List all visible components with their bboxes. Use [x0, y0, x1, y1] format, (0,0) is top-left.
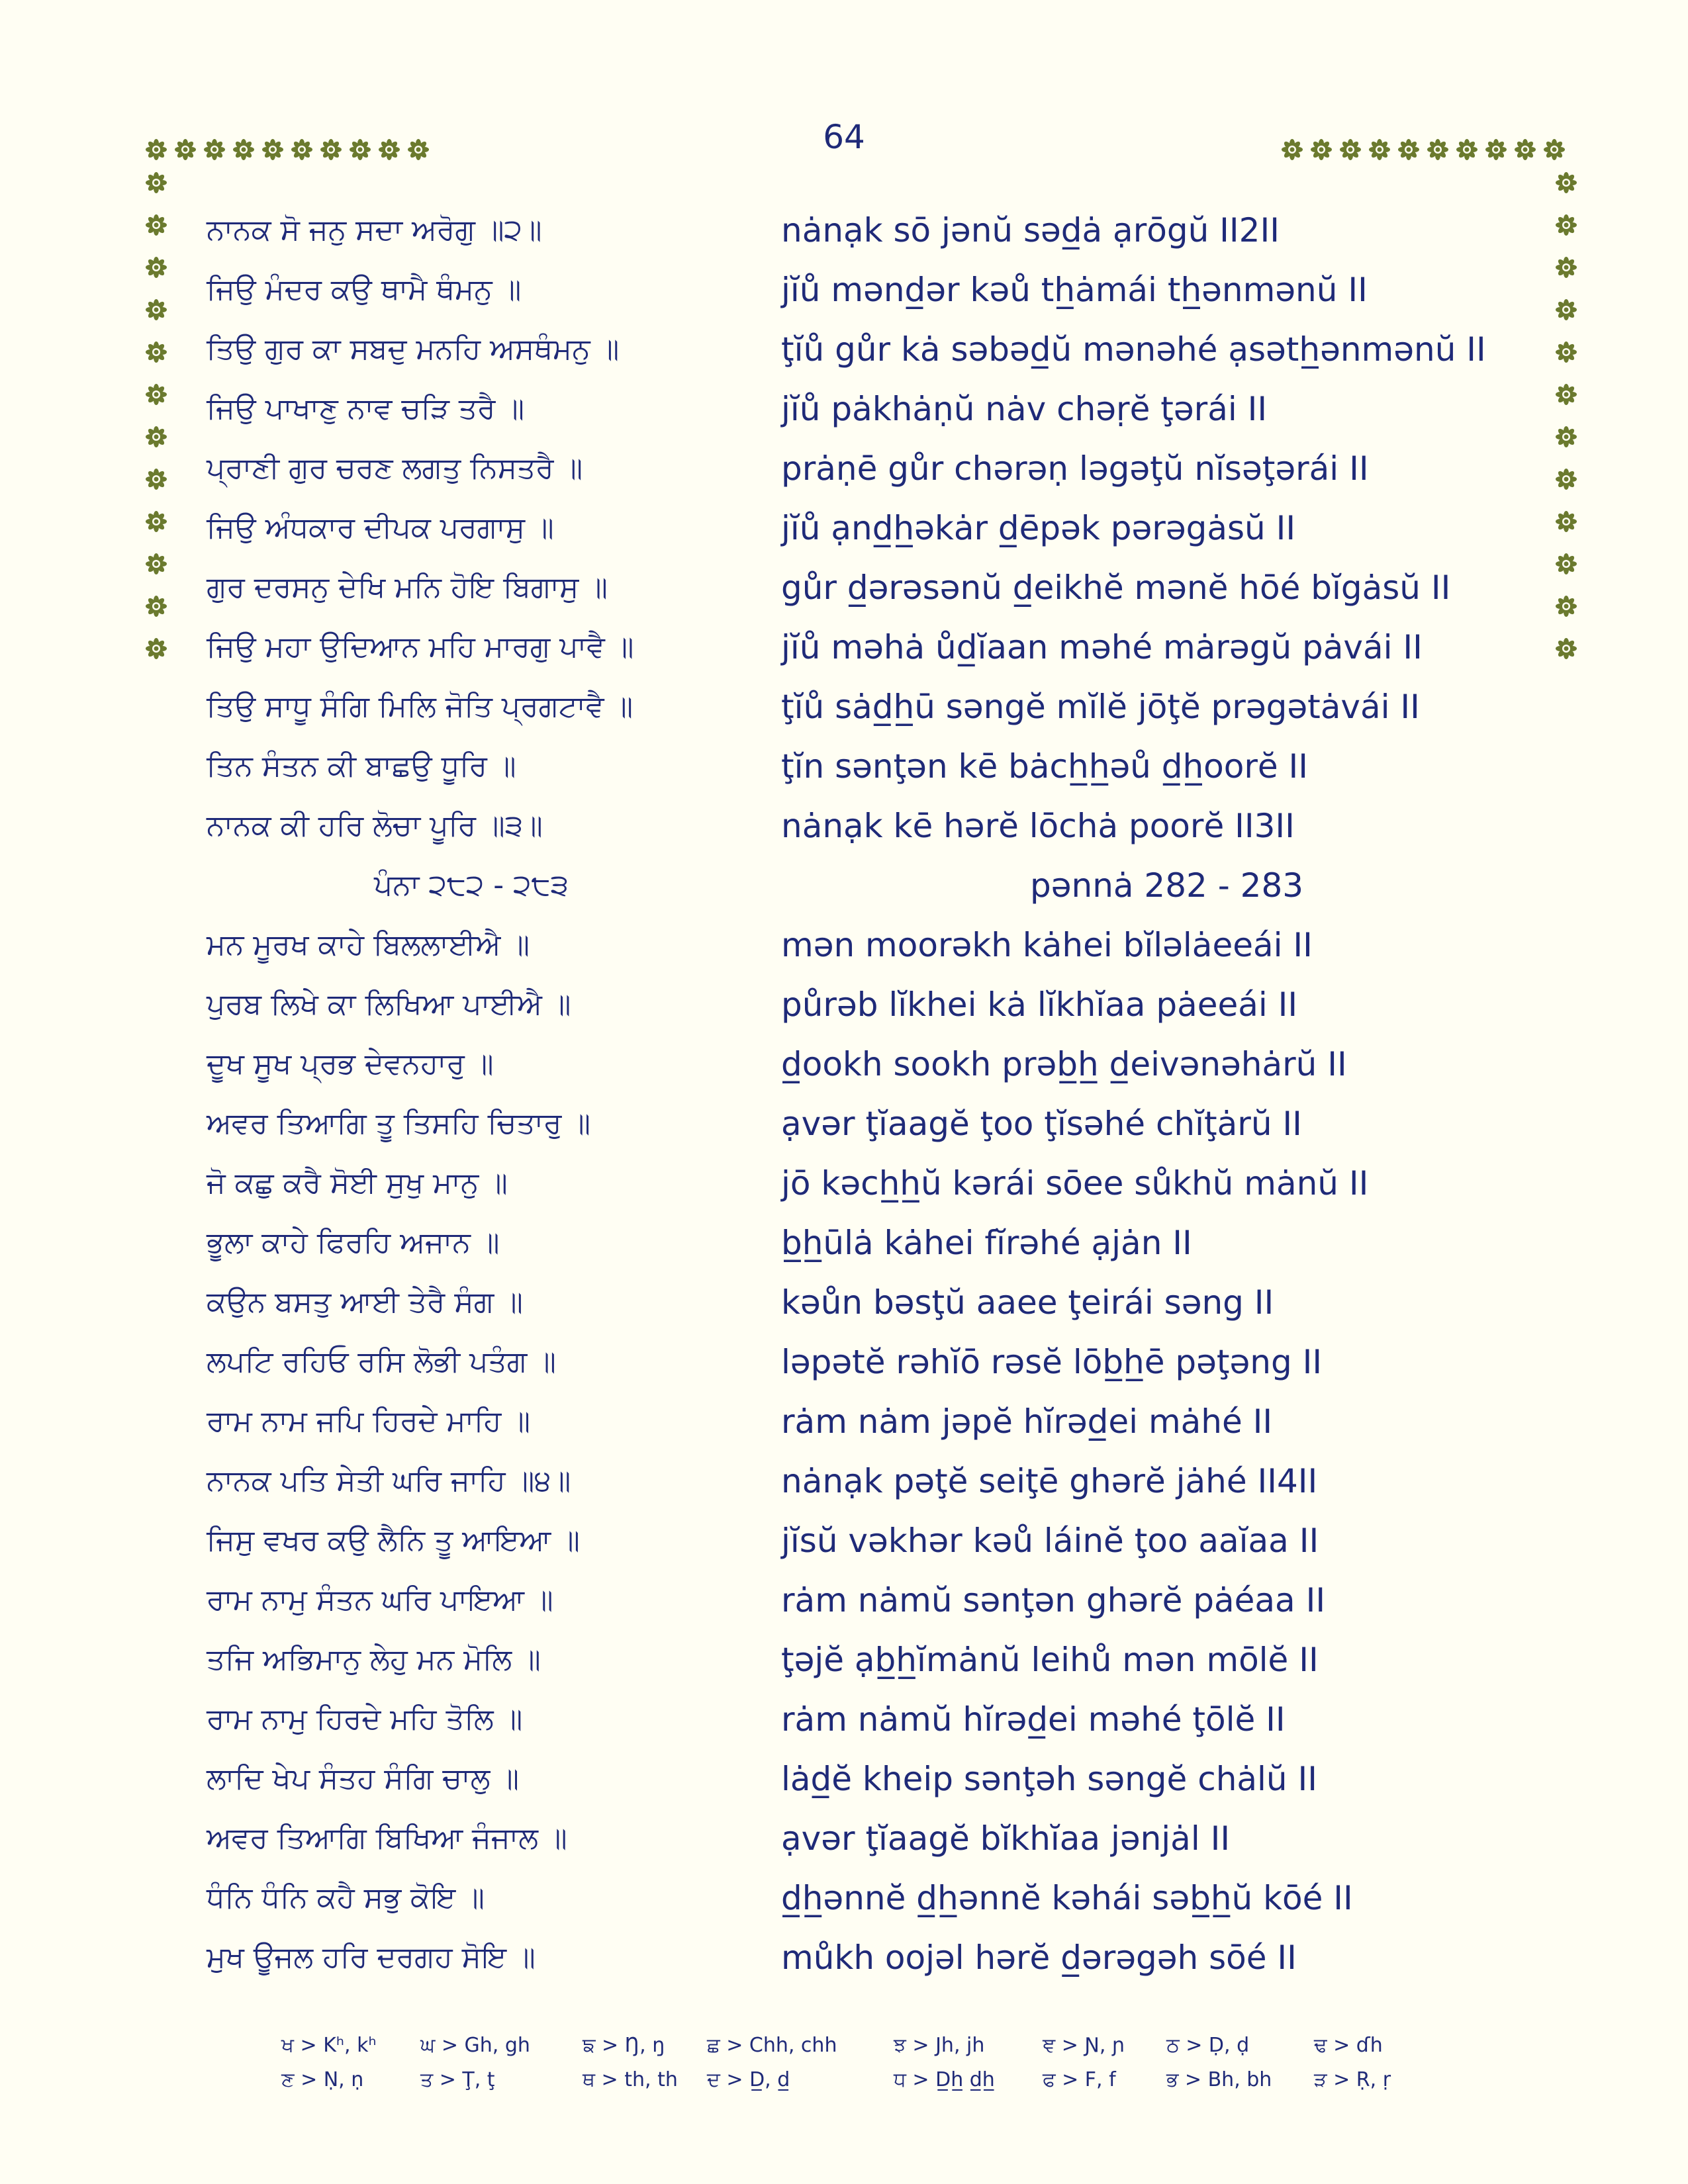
- transliteration-text: rȧm nȧm jəpĕ hĭrəd̲ei mȧhé II: [781, 1402, 1273, 1441]
- transliteration-text: nȧnạk pəţĕ seiţē ghərĕ jȧhé II4II: [781, 1462, 1318, 1500]
- gurmukhi-text: ਜਿਉ ਪਾਖਾਣੁ ਨਾਵ ਚੜਿ ਤਰੈ ॥: [207, 392, 525, 426]
- verse-line: [0, 379, 1688, 439]
- flower-icon: [259, 136, 286, 163]
- verse-line: [0, 1630, 1688, 1690]
- transliteration-text: prȧṇē gůr chərəṇ ləgəţŭ nĭsəţərái II: [781, 449, 1369, 488]
- gurmukhi-text: ਭੂਲਾ ਕਾਹੇ ਫਿਰਹਿ ਅਜਾਨ ॥: [207, 1226, 500, 1259]
- transliteration-text: ləpətĕ rəhĭō rəsĕ lōb̲h̲ē pəţəng II: [781, 1343, 1323, 1381]
- gurmukhi-text: ਰਾਮ ਨਾਮੁ ਸੰਤਨ ਘਰਿ ਪਾਇਆ ॥: [207, 1583, 553, 1617]
- verse-line: [0, 1392, 1688, 1451]
- page-reference: [0, 856, 1688, 915]
- gurmukhi-text: ਜਿਉ ਮਹਾ ਉਦਿਆਨ ਮਹਿ ਮਾਰਗੁ ਪਾਵੈ ॥: [207, 630, 634, 664]
- transliteration-text: jĭů mənd̲ər kəů th̲ȧmái th̲ənmənŭ II: [781, 271, 1368, 309]
- verse-line: [0, 1154, 1688, 1213]
- flower-icon: [1553, 169, 1579, 196]
- gurmukhi-text: ਤਿਨ ਸੰਤਨ ਕੀ ਬਾਛਉ ਧੂਰਿ ॥: [207, 749, 516, 783]
- verse-line: [0, 439, 1688, 498]
- verse-line: [0, 796, 1688, 856]
- legend-item: ਞ > Ɲ, ɲ: [1043, 2034, 1125, 2057]
- flower-icon: [347, 136, 373, 163]
- transliteration-text: nȧnạk sō jənŭ səd̲ȧ ạrōgŭ II2II: [781, 211, 1280, 250]
- gurmukhi-text: ਪੁਰਬ ਲਿਖੇ ਕਾ ਲਿਖਿਆ ਪਾਈਐ ॥: [207, 987, 571, 1021]
- gurmukhi-text: ਨਾਨਕ ਪਤਿ ਸੇਤੀ ਘਰਿ ਜਾਹਿ ॥੪॥: [207, 1464, 571, 1498]
- gurmukhi-text: ਕਉਨ ਬਸਤੁ ਆਈ ਤੇਰੈ ਸੰਗ ॥: [207, 1285, 523, 1319]
- legend-item: ਙ > Ŋ, ŋ: [583, 2034, 665, 2057]
- gurmukhi-text: ਜਿਸੁ ਵਖਰ ਕਉ ਲੈਨਿ ਤੂ ਆਇਆ ॥: [207, 1524, 580, 1557]
- flower-icon: [143, 169, 169, 196]
- legend-item: ਠ > Ḍ, ḍ: [1166, 2034, 1250, 2057]
- gurmukhi-text: ਤਿਉ ਸਾਧੂ ਸੰਗਿ ਮਿਲਿ ਜੋਤਿ ਪ੍ਰਗਟਾਵੈ ॥: [207, 690, 633, 723]
- verse-line: [0, 1690, 1688, 1749]
- transliteration-text: b̲h̲ūlȧ kȧhei fĭrəhé ạjȧn II: [781, 1224, 1192, 1262]
- transliteration-text: jō kəch̲h̲ŭ kərái sōee sůkhŭ mȧnŭ II: [781, 1164, 1369, 1203]
- gurmukhi-text: ਅਵਰ ਤਿਆਗਿ ਬਿਖਿਆ ਜੰਜਾਲ ॥: [207, 1821, 567, 1855]
- verse-line: [0, 320, 1688, 379]
- verse-line: [0, 260, 1688, 320]
- legend-item: ਭ > Bh, bh: [1166, 2068, 1272, 2091]
- gurmukhi-text: ਅਵਰ ਤਿਆਗਿ ਤੂ ਤਿਸਹਿ ਚਿਤਾਰੁ ॥: [207, 1107, 591, 1140]
- gurmukhi-text: ਪ੍ਰਾਣੀ ਗੁਰ ਚਰਣ ਲਗਤੁ ਨਿਸਤਰੈ ॥: [207, 451, 583, 485]
- flower-icon: [172, 136, 199, 163]
- transliteration-text: kəůn bəsţŭ aaee ţeirái səng II: [781, 1283, 1274, 1322]
- transliteration-text: jĭů məhȧ ůd̲ĭaan məhé mȧrəgŭ pȧvái II: [781, 628, 1423, 666]
- flower-icon: [1279, 136, 1305, 163]
- flower-icon: [405, 136, 432, 163]
- gurmukhi-text: ਪੰਨਾ ੨੮੨ - ੨੮੩: [374, 868, 569, 902]
- verse-line: [0, 677, 1688, 737]
- verse-line: [0, 1094, 1688, 1154]
- legend-item: ਦ > D̲, d̲: [707, 2068, 790, 2091]
- gurmukhi-text: ਮੁਖ ਊਜਲ ਹਰਿ ਦਰਗਹ ਸੋਇ ॥: [207, 1940, 536, 1974]
- legend-item: ਛ > Chh, chh: [707, 2034, 837, 2057]
- verse-line: [0, 1451, 1688, 1511]
- gurmukhi-text: ਲਾਦਿ ਖੇਪ ਸੰਤਹ ਸੰਗਿ ਚਾਲੁ ॥: [207, 1762, 520, 1796]
- legend-row: [0, 2063, 1688, 2097]
- verse-line: [0, 1034, 1688, 1094]
- transliteration-text: mən moorəkh kȧhei bĭləlȧeeái II: [781, 926, 1313, 964]
- transliteration-text: půrəb lĭkhei kȧ lĭkhĭaa pȧeeái II: [781, 985, 1298, 1024]
- ornament-top-left: [143, 136, 434, 163]
- transliteration-text: rȧm nȧmŭ hĭrəd̲ei məhé ţōlĕ II: [781, 1700, 1286, 1739]
- flower-icon: [318, 136, 344, 163]
- transliteration-text: gůr d̲ərəsənŭ d̲eikhĕ mənĕ hōé bĭgȧsŭ II: [781, 569, 1451, 607]
- verse-line: [0, 737, 1688, 796]
- flower-icon: [1337, 136, 1364, 163]
- transliteration-text: pənnȧ 282 - 283: [1030, 866, 1304, 905]
- gurmukhi-text: ਨਾਨਕ ਸੋ ਜਨੁ ਸਦਾ ਅਰੋਗੁ ॥੨॥: [207, 213, 542, 247]
- flower-icon: [289, 136, 315, 163]
- flower-icon: [1483, 136, 1509, 163]
- flower-icon: [230, 136, 257, 163]
- gurmukhi-text: ਜੋ ਕਛੁ ਕਰੈ ਸੋਈ ਸੁਖੁ ਮਾਨੁ ॥: [207, 1166, 508, 1200]
- transliteration-text: ạvər ţĭaagĕ bĭkhĭaa jənjȧl II: [781, 1819, 1231, 1858]
- transliteration-text: můkh oojəl hərĕ d̲ərəgəh sōé II: [781, 1938, 1297, 1977]
- flower-icon: [1541, 136, 1568, 163]
- verse-line: [0, 617, 1688, 677]
- transliteration-text: ţĭn sənţən kē bȧch̲h̲əů d̲h̲oorĕ II: [781, 747, 1309, 786]
- verse-line: [0, 1570, 1688, 1630]
- gurmukhi-text: ਤਜਿ ਅਭਿਮਾਨੁ ਲੇਹੁ ਮਨ ਮੋਲਿ ॥: [207, 1643, 541, 1676]
- transliteration-text: ţĭů gůr kȧ səbəd̲ŭ mənəhé ạsəth̲ənmənŭ II: [781, 330, 1486, 369]
- legend-item: ਫ > F, f: [1043, 2068, 1116, 2091]
- verse-line: [0, 558, 1688, 617]
- legend-item: ਢ > ɗh: [1314, 2034, 1383, 2057]
- transliteration-text: jĭů pȧkhȧṇŭ nȧv chəṛĕ ţərái II: [781, 390, 1268, 428]
- transliteration-text: ạvər ţĭaagĕ ţoo ţĭsəhé chĭţȧrŭ II: [781, 1105, 1302, 1143]
- transliteration-legend: [0, 2028, 1688, 2097]
- verse-line: [0, 1273, 1688, 1332]
- gurmukhi-text: ਦੂਖ ਸੂਖ ਪ੍ਰਭ ਦੇਵਨਹਾਰੁ ॥: [207, 1047, 494, 1081]
- transliteration-text: jĭů ạnd̲h̲əkȧr d̲ēpək pərəgȧsŭ II: [781, 509, 1296, 547]
- legend-item: ਖ > Kʰ, kʰ: [281, 2034, 377, 2057]
- verse-line: [0, 975, 1688, 1034]
- verse-line: [0, 1809, 1688, 1868]
- transliteration-text: ţəjĕ ạb̲h̲ĭmȧnŭ leihů mən mōlĕ II: [781, 1641, 1319, 1679]
- flower-icon: [1395, 136, 1422, 163]
- ornament-top-right: [1279, 136, 1570, 163]
- gurmukhi-text: ਤਿਉ ਗੁਰ ਕਾ ਸਬਦੁ ਮਨਹਿ ਅਸਥੰਮਨੁ ॥: [207, 332, 620, 366]
- gurmukhi-text: ਰਾਮ ਨਾਮੁ ਹਿਰਦੇ ਮਹਿ ਤੋਲਿ ॥: [207, 1702, 523, 1736]
- legend-item: ਤ > Ţ, ţ: [420, 2068, 495, 2091]
- gurmukhi-text: ਮਨ ਮੂਰਖ ਕਾਹੇ ਬਿਲਲਾਈਐ ॥: [207, 928, 530, 962]
- transliteration-text: ţĭů sȧd̲h̲ū səngĕ mĭlĕ jōţĕ prəgətȧvái II: [781, 688, 1420, 726]
- transliteration-text: jĭsŭ vəkhər kəů láinĕ ţoo aaĭaa II: [781, 1522, 1319, 1560]
- verse-line: [0, 201, 1688, 260]
- page-number: 64: [823, 118, 865, 156]
- legend-item: ਘ > Gh, gh: [420, 2034, 530, 2057]
- flower-icon: [1308, 136, 1335, 163]
- scripture-lines: [0, 201, 1688, 1987]
- gurmukhi-text: ਧੰਨਿ ਧੰਨਿ ਕਹੈ ਸਭੁ ਕੋਇ ॥: [207, 1881, 485, 1915]
- legend-item: ਝ > Jh, jh: [894, 2034, 985, 2057]
- verse-line: [0, 1749, 1688, 1809]
- legend-item: ਥ > th, th: [583, 2068, 678, 2091]
- flower-icon: [143, 136, 169, 163]
- verse-line: [0, 1213, 1688, 1273]
- flower-icon: [1454, 136, 1480, 163]
- verse-line: [0, 1928, 1688, 1987]
- gurmukhi-text: ਨਾਨਕ ਕੀ ਹਰਿ ਲੋਚਾ ਪੂਰਿ ॥੩॥: [207, 809, 543, 842]
- gurmukhi-text: ਰਾਮ ਨਾਮ ਜਪਿ ਹਿਰਦੇ ਮਾਹਿ ॥: [207, 1404, 531, 1438]
- gurmukhi-text: ਗੁਰ ਦਰਸਨੁ ਦੇਖਿ ਮਨਿ ਹੋਇ ਬਿਗਾਸੁ ॥: [207, 570, 608, 604]
- verse-line: [0, 915, 1688, 975]
- flower-icon: [1512, 136, 1538, 163]
- verse-line: [0, 1511, 1688, 1570]
- flower-icon: [201, 136, 228, 163]
- gurmukhi-text: ਜਿਉ ਅੰਧਕਾਰ ਦੀਪਕ ਪਰਗਾਸੁ ॥: [207, 511, 554, 545]
- transliteration-text: nȧnạk kē hərĕ lōchȧ poorĕ II3II: [781, 807, 1295, 845]
- legend-row: [0, 2028, 1688, 2063]
- flower-icon: [1366, 136, 1393, 163]
- legend-item: ਣ > Ṇ, ṇ: [281, 2068, 364, 2091]
- transliteration-text: lȧd̲ĕ kheip sənţəh səngĕ chȧlŭ II: [781, 1760, 1317, 1798]
- transliteration-text: rȧm nȧmŭ sənţən ghərĕ pȧéaa II: [781, 1581, 1326, 1619]
- verse-line: [0, 1332, 1688, 1392]
- verse-line: [0, 498, 1688, 558]
- legend-item: ਧ > D̲h̲ d̲h̲: [894, 2068, 995, 2091]
- verse-line: [0, 1868, 1688, 1928]
- legend-item: ੜ > Ṛ, ṛ: [1314, 2068, 1391, 2091]
- transliteration-text: d̲h̲ənnĕ d̲h̲ənnĕ kəhái səb̲h̲ŭ kōé II: [781, 1879, 1353, 1917]
- transliteration-text: d̲ookh sookh prəb̲h̲ d̲eivənəhȧrŭ II: [781, 1045, 1347, 1083]
- flower-icon: [1425, 136, 1451, 163]
- flower-icon: [376, 136, 402, 163]
- gurmukhi-text: ਲਪਟਿ ਰਹਿਓ ਰਸਿ ਲੋਭੀ ਪਤੰਗ ॥: [207, 1345, 556, 1379]
- gurmukhi-text: ਜਿਉ ਮੰਦਰ ਕਉ ਥਾਮੈ ਥੰਮਨੁ ॥: [207, 273, 522, 306]
